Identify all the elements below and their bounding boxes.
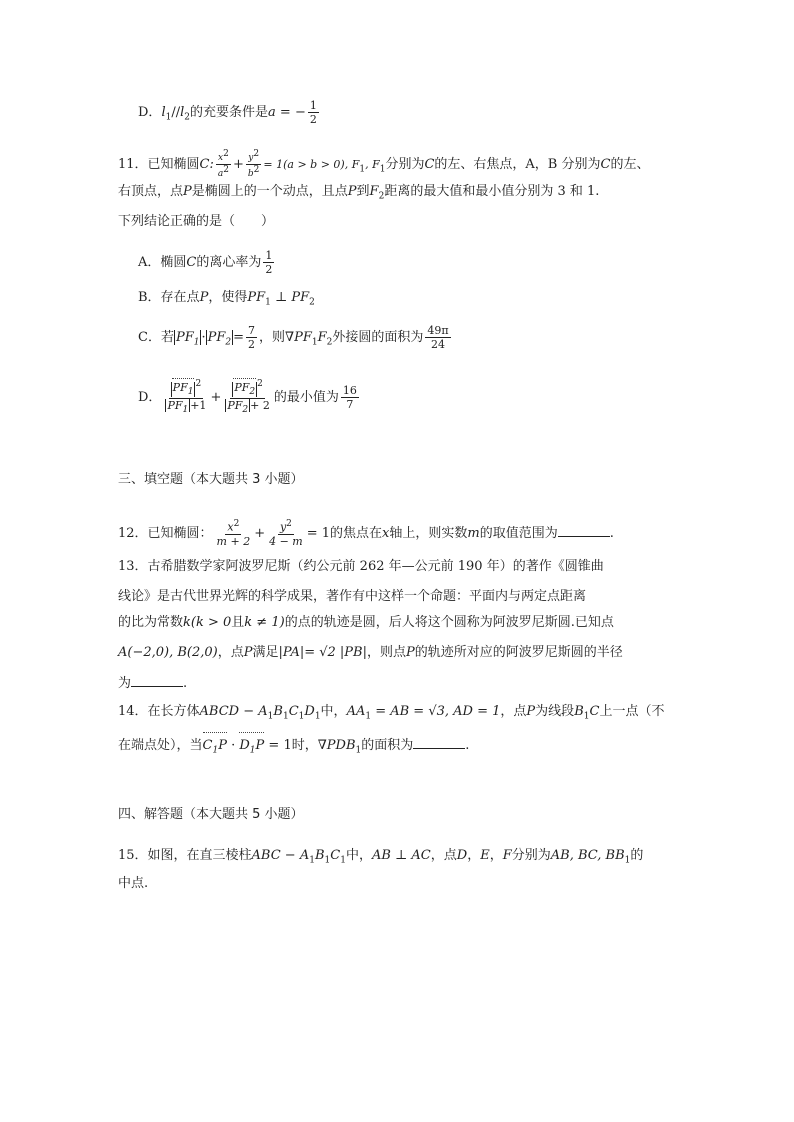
- q11-option-c: C．若 $PF_1 \cdot PF_2$ = $\frac{7}{2}$ ，则$\nabla PF_1F_2$外接圆的面积为 $\frac{49\pi}{24}$: [138, 324, 449, 351]
- q11-line-2: 右顶点，点P是椭圆上的一个动点，且点P到$F_2$距离的最大值和最小值分别为 3 和 1.: [118, 184, 600, 202]
- q13-line-1: 13．古希腊数学家阿波罗尼斯（约公元前 262 年—公元前 190 年）的著作《圆锥曲: [118, 559, 604, 574]
- q13-answer-blank[interactable]: [131, 672, 183, 687]
- q14-line-2: 在端点处），当$C_1P \cdot D_1P = 1$时，$\nabla PDB_1$的面积为 .: [118, 734, 469, 761]
- section-3-heading: 三、填空题（本大题共 3 小题）: [118, 472, 304, 487]
- q14-answer-blank[interactable]: [413, 734, 465, 749]
- section-4-heading: 四、解答题（本大题共 5 小题）: [118, 807, 304, 822]
- q12: 12．已知椭圆： $\frac{x^2}{m + 2}$ + $\frac{y^2}{4 - m}$ = 1的焦点在x轴上，则实数m的取值范围为 .: [118, 519, 614, 548]
- q11-line-1: 11．已知椭圆C: $\frac{x^2}{a^2}$ + $\frac{y^2}{b^2}$ = 1(a > b > 0), $F_1$, $F_1$分别为C的左、右焦点，A，B 分别为C的左、: [118, 149, 650, 179]
- q10-option-d: D．$l_1//l_2$的充要条件是a = − $\frac{1}{2}$: [138, 99, 317, 126]
- q11-option-d: D． $\frac{PF_1^2}{PF_1 +1}$ + $\frac{PF_2^2}{PF_2 + 2}$ 的最小值为 $\frac{16}{7}$: [138, 379, 357, 416]
- q12-answer-blank[interactable]: [558, 522, 610, 537]
- q15-line-1: 15．如图，在直三棱柱ABC − $A_1B_1C_1$中，AB ⊥ AC，点D，E，F分别为AB, BC, $BB_1$的: [118, 848, 644, 866]
- q13-line-4: A(−2,0), B(2,0)，点P满足|PA|= √2 |PB|，则点P的轨迹所对应的阿波罗尼斯圆的半径: [118, 645, 623, 660]
- q11-option-b: B．存在点P，使得$PF_1$ ⊥ $PF_2$: [138, 290, 315, 308]
- q11-option-a: A．椭圆C的离心率为 $\frac{1}{2}$: [138, 249, 273, 276]
- q13-line-2: 线论》是古代世界光辉的科学成果，著作有中这样一个命题：平面内与两定点距离: [118, 589, 587, 604]
- q13-line-3: 的比为常数k(k > 0且k ≠ 1)的点的轨迹是圆，后人将这个圆称为阿波罗尼斯圆.已知点: [118, 615, 614, 630]
- q13-line-5: 为 .: [118, 672, 187, 694]
- q15-line-2: 中点.: [118, 876, 149, 891]
- q14-line-1: 14．在长方体ABCD − $A_1B_1C_1D_1$中，$AA_1$ = AB = √3, AD = 1，点P为线段$B_1C$上一点（不: [118, 704, 665, 722]
- q11-line-3: 下列结论正确的是（ ）: [118, 214, 275, 229]
